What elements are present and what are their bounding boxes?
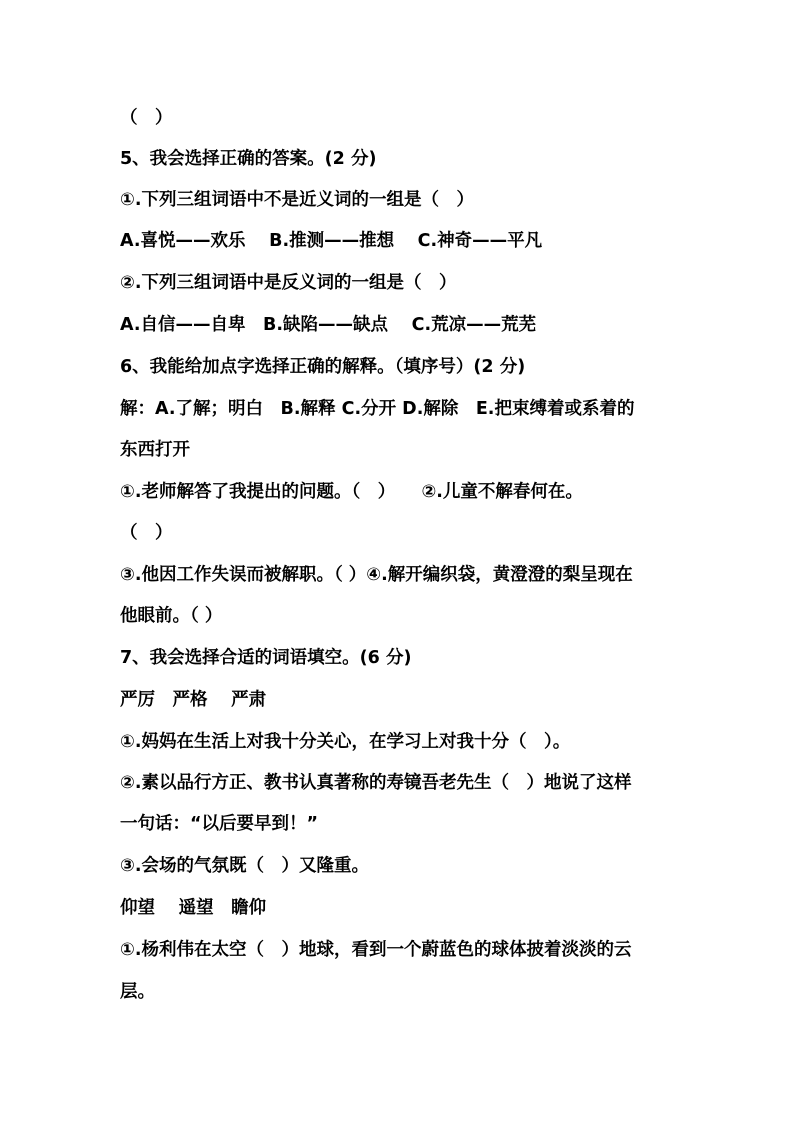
q5-item-2: ②.下列三组词语中是反义词的一组是（ ） (120, 273, 457, 293)
q7-group1-item-3: ③.会场的气氛既（ ）又隆重。 (120, 856, 369, 876)
q4-answer-blank: （ ） (120, 108, 173, 128)
q5-heading: 5、我会选择正确的答案。(2 分) (120, 149, 377, 169)
q6-items-1-2: ①.老师解答了我提出的问题。（ ） ②.儿童不解春何在。 (120, 482, 583, 502)
q7-group2-item-1: ①.杨利伟在太空（ ）地球，看到一个蔚蓝色的球体披着淡淡的云 (120, 940, 632, 960)
q7-group2-item-1-cont: 层。 (120, 982, 155, 1002)
q7-word-group-1: 严厉 严格 严肃 (120, 690, 267, 710)
q7-group1-item-2-cont: 一句话：“以后要早到！” (120, 814, 319, 834)
q6-heading: 6、我能给加点字选择正确的解释。（填序号）(2 分) (120, 357, 526, 377)
q5-item-2-options: A.自信——自卑 B.缺陷——缺点 C.荒凉——荒芜 (120, 315, 537, 335)
q5-item-1: ①.下列三组词语中不是近义词的一组是（ ） (120, 190, 474, 210)
q6-items-3-4: ③.他因工作失误而被解职。（ ）④.解开编织袋，黄澄澄的梨呈现在 (120, 565, 633, 585)
q6-item-4-cont: 他眼前。（ ） (120, 606, 223, 626)
q7-heading: 7、我会选择合适的词语填空。(6 分) (120, 648, 412, 668)
q7-group1-item-2: ②.素以品行方正、教书认真著称的寿镜吾老先生（ ）地说了这样 (120, 773, 632, 793)
q5-item-1-options: A.喜悦——欢乐 B.推测——推想 C.神奇——平凡 (120, 231, 543, 251)
q7-group1-item-1: ①.妈妈在生活上对我十分关心，在学习上对我十分（ ）。 (120, 732, 571, 752)
q6-item-2-blank: （ ） (120, 523, 173, 543)
q7-word-group-2: 仰望 遥望 瞻仰 (120, 898, 267, 918)
q6-definitions-cont: 东西打开 (120, 440, 190, 460)
q6-definitions: 解：A.了解；明白 B.解释 C.分开 D.解除 E.把束缚着或系着的 (120, 399, 635, 419)
